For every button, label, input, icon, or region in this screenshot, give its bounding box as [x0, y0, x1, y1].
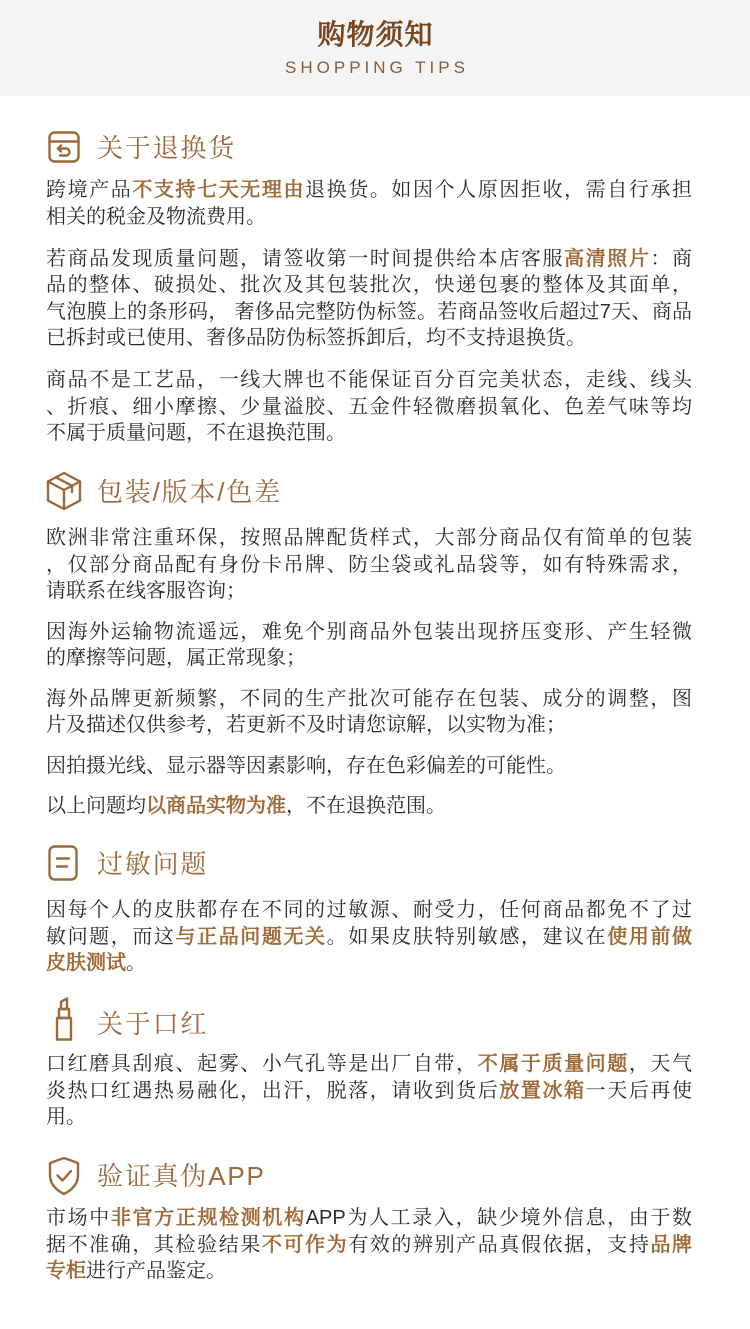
- icon-outline: [50, 847, 77, 880]
- icon-shield: [50, 1158, 78, 1194]
- section-body: [46, 177, 692, 447]
- package-box-icon-graphic: [46, 471, 82, 511]
- text-line: [46, 246, 692, 273]
- body-text: 请联系在线客服咨询；: [46, 580, 246, 602]
- text-line: [46, 686, 692, 713]
- body-text: 退换货。如因个人原因拒收，需自行承担: [305, 179, 693, 201]
- text-line: [46, 552, 692, 579]
- section-heading: 过敏问题: [97, 849, 209, 879]
- section-lipstick: [46, 1006, 692, 1131]
- highlight-text: 放置冰箱: [499, 1079, 586, 1102]
- body-text: ，仅部分商品配有身份卡吊牌、防尘袋或礼品袋等，如有特殊需求，: [46, 553, 692, 576]
- return-box-icon-graphic: [48, 131, 80, 163]
- body-text: 跨境产品: [46, 179, 133, 201]
- text-line: [46, 578, 692, 605]
- paragraph: [46, 793, 692, 820]
- highlight-text: 与正品问题无关: [175, 925, 327, 948]
- section-heading: 关于口红: [97, 1009, 209, 1039]
- body-text: 若商品发现质量问题，请签收第一时间提供给本店客服: [46, 247, 565, 270]
- paragraph: [46, 177, 692, 230]
- paragraph: [46, 753, 692, 780]
- document-icon: [48, 845, 78, 881]
- body-text: 因每个人的皮肤都存在不同的过敏源、耐受力，任何商品都免不了过: [46, 899, 692, 921]
- text-line: [46, 950, 692, 977]
- body-text: 据不准确，其检验结果: [46, 1233, 262, 1256]
- body-text: 敏问题，而这: [46, 925, 176, 948]
- body-text: 。如果皮肤特别敏感，建议在: [326, 925, 608, 948]
- section-heading: 验证真伪APP: [97, 1161, 266, 1191]
- section-returns: [46, 130, 692, 447]
- paragraph: [46, 367, 692, 447]
- body-text: 不属于质量问题，不在退换范围。: [46, 422, 346, 444]
- text-line: [46, 420, 692, 447]
- text-line: [46, 204, 692, 231]
- body-text: 、折痕、细小摩擦、少量溢胶、五金件轻微磨损氧化、色差气味等均: [46, 395, 692, 418]
- body-text: 因拍摄光线、显示器等因素影响，存在色彩偏差的可能性。: [46, 754, 566, 777]
- body-text: 市场中: [46, 1207, 111, 1229]
- section-verify-app: [46, 1158, 692, 1285]
- page-header: [0, 0, 750, 96]
- body-text: 进行产品鉴定。: [86, 1260, 226, 1282]
- section-body: [46, 1051, 692, 1131]
- icon-tube: [57, 1018, 71, 1040]
- shield-check-icon-graphic: [48, 1156, 80, 1196]
- text-line: [46, 272, 692, 299]
- package-box-icon: [46, 471, 82, 511]
- body-text: 已拆封或已使用、奢侈品防伪标签拆卸后，均不支持退换货。: [46, 327, 586, 349]
- icon-check: [58, 1171, 72, 1181]
- highlight-text: 高清照片: [564, 247, 651, 270]
- text-line: [46, 525, 692, 552]
- body-text: 炎热口红遇热易融化，出汗，脱落，请收到货后: [46, 1079, 500, 1102]
- icon-collar: [59, 1009, 69, 1018]
- icon-tip: [61, 999, 67, 1010]
- text-line: [46, 367, 692, 394]
- paragraph: [46, 897, 692, 977]
- text-line: [46, 897, 692, 924]
- paragraph: [46, 1051, 692, 1131]
- return-box-icon: [48, 131, 80, 163]
- body-text: 海外品牌更新频繁，不同的生产批次可能存在包装、成分的调整，图: [46, 687, 692, 710]
- text-line: [46, 394, 692, 421]
- body-text: 品的整体、破损处、批次及其包装批次，快递包裹的整体及其面单，: [46, 274, 692, 296]
- page-subtitle: SHOPPING TIPS: [285, 58, 469, 77]
- highlight-text: 非官方正规检测机构: [110, 1207, 306, 1229]
- lipstick-icon-graphic: [55, 997, 73, 1041]
- section-body: [46, 897, 692, 977]
- body-text: 一天后再使: [585, 1079, 693, 1102]
- body-text: 有效的辨别产品真假依据，支持: [348, 1233, 651, 1256]
- highlight-text: 不属于质量问题: [477, 1053, 629, 1075]
- section-header: [46, 1158, 692, 1194]
- body-text: ，天气: [628, 1053, 693, 1075]
- shield-check-icon: [48, 1156, 80, 1196]
- highlight-text: 不可作为: [261, 1233, 349, 1256]
- section-header: [46, 1006, 692, 1042]
- paragraph: [46, 1205, 692, 1285]
- body-text: 。: [126, 952, 146, 974]
- text-line: [46, 1051, 692, 1078]
- text-line: [46, 924, 692, 951]
- page-title: 购物须知: [317, 19, 434, 50]
- section-header: [46, 130, 692, 166]
- section-heading: 包装/版本/色差: [97, 477, 282, 507]
- body-text: 用。: [46, 1106, 86, 1128]
- section-packaging: [46, 474, 692, 820]
- body-text: ：商: [650, 247, 693, 270]
- body-text: 片及描述仅供参考，若更新不及时请您谅解，以实物为准；: [46, 714, 566, 736]
- icon-outline: [50, 133, 79, 162]
- section-header: [46, 846, 692, 882]
- body-text: 相关的税金及物流费用。: [46, 205, 266, 228]
- text-line: [46, 1205, 692, 1232]
- section-body: [46, 525, 692, 820]
- text-line: [46, 645, 692, 672]
- text-line: [46, 299, 692, 326]
- text-line: [46, 753, 692, 780]
- body-text: 口红磨具刮痕、起雾、小气孔等是出厂自带，: [46, 1053, 478, 1075]
- body-text: 欧洲非常注重环保，按照品牌配货样式，大部分商品仅有简单的包装: [46, 527, 692, 549]
- paragraph: [46, 686, 692, 739]
- body-text: APP为人工录入，缺少境外信息，由于数: [305, 1207, 693, 1229]
- text-line: [46, 619, 692, 646]
- text-line: [46, 177, 692, 204]
- highlight-text: 皮肤测试: [46, 952, 126, 974]
- body-text: 的摩擦等问题，属正常现象；: [46, 647, 306, 669]
- section-header: [46, 474, 692, 510]
- body-text: 以上问题均: [46, 795, 146, 817]
- text-line: [46, 793, 692, 820]
- highlight-text: 专柜: [46, 1260, 86, 1282]
- document-icon-graphic: [48, 845, 78, 881]
- paragraph: [46, 525, 692, 605]
- text-line: [46, 1232, 692, 1259]
- paragraph: [46, 246, 692, 352]
- highlight-text: 以商品实物为准: [146, 795, 286, 817]
- text-line: [46, 325, 692, 352]
- highlight-text: 使用前做: [607, 925, 693, 948]
- paragraph: [46, 619, 692, 672]
- lipstick-icon: [55, 997, 73, 1041]
- section-allergy: [46, 846, 692, 977]
- body-text: 因海外运输物流遥远，难免个别商品外包装出现挤压变形、产生轻微: [46, 620, 692, 643]
- text-line: [46, 712, 692, 739]
- body-text: 气泡膜上的条形码， 奢侈品完整防伪标签。若商品签收后超过7天、商品: [46, 300, 692, 323]
- highlight-text: 不支持七天无理由: [132, 179, 306, 201]
- body-text: ，不在退换范围。: [286, 795, 446, 817]
- section-body: [46, 1205, 692, 1285]
- text-line: [46, 1258, 692, 1285]
- section-heading: 关于退换货: [97, 133, 237, 163]
- highlight-text: 品牌: [650, 1233, 693, 1256]
- body-text: 商品不是工艺品，一线大牌也不能保证百分百完美状态，走线、线头: [46, 369, 692, 391]
- text-line: [46, 1078, 692, 1105]
- text-line: [46, 1104, 692, 1131]
